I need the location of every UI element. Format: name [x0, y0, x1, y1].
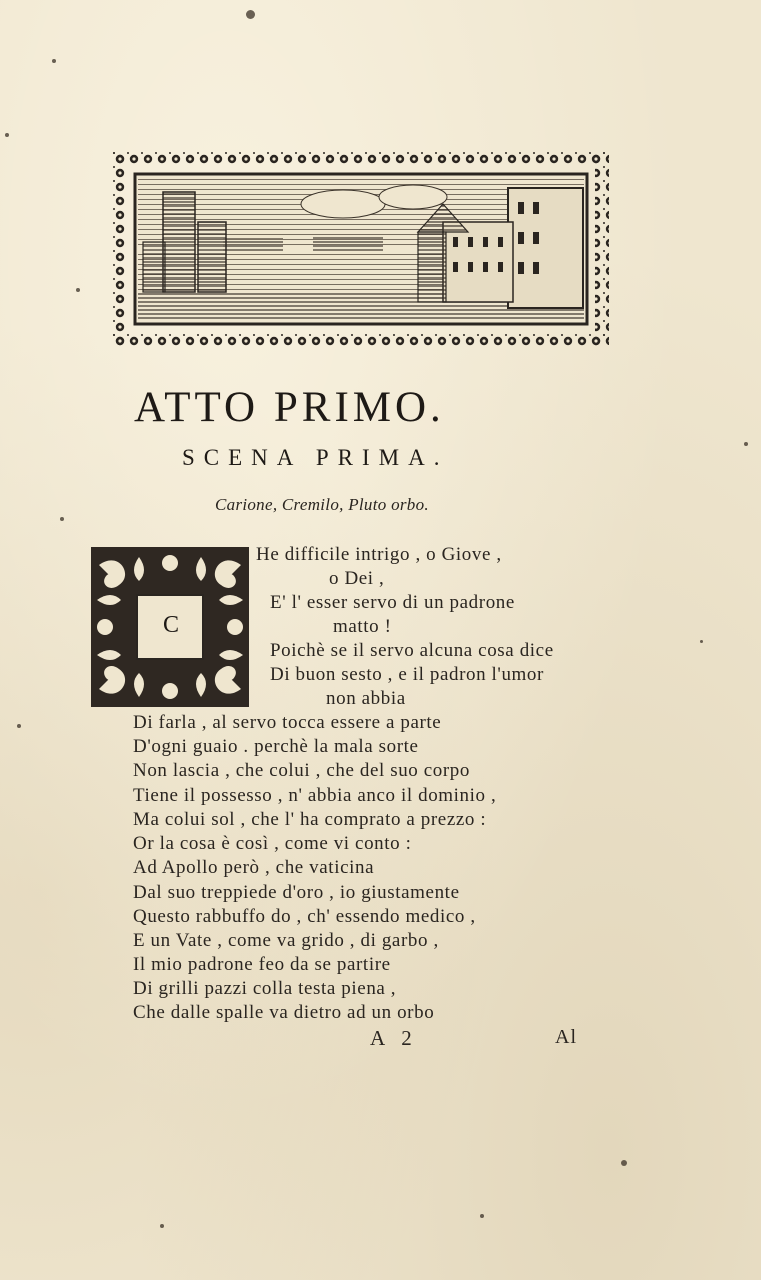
verse-line: Ad Apollo però , che vaticina: [133, 857, 375, 878]
paper-speck: [17, 724, 21, 728]
paper-speck: [744, 442, 748, 446]
signature-mark: A 2: [370, 1026, 418, 1050]
verse-line: E' l' esser servo di un padrone: [270, 592, 515, 613]
initial-letter: C: [162, 612, 179, 638]
verse-line: Tiene il possesso , n' abbia anco il dominio ,: [133, 785, 497, 806]
verse-line: Di buon sesto , e il padron l'umor: [270, 664, 544, 685]
verse-line: o Dei ,: [329, 568, 385, 589]
verse-line: He difficile intrigo , o Giove ,: [256, 544, 502, 565]
verse-line: Or la cosa è così , come vi conto :: [133, 833, 412, 854]
paper-speck: [700, 640, 703, 643]
paper-speck: [76, 288, 80, 292]
verse-line: Poichè se il servo alcuna cosa dice: [270, 640, 554, 661]
paper-speck: [480, 1214, 484, 1218]
verse-line: Di farla , al servo tocca essere a parte: [133, 712, 442, 733]
character-list: Carione, Cremilo, Pluto orbo.: [215, 495, 429, 514]
paper-speck: [52, 59, 56, 63]
verse-line: D'ogni guaio . perchè la mala sorte: [133, 736, 419, 757]
act-title: ATTO PRIMO.: [134, 384, 445, 431]
verse-line: Di grilli pazzi colla testa piena ,: [133, 978, 397, 999]
verse-line: Il mio padrone feo da se partire: [133, 954, 391, 975]
verse-line: E un Vate , come va grido , di garbo ,: [133, 930, 439, 951]
verse-line: Questo rabbuffo do , ch' essendo medico ,: [133, 906, 476, 927]
paper-speck: [160, 1224, 164, 1228]
verse-line: Non lascia , che colui , che del suo corpo: [133, 760, 471, 781]
verse-line: Che dalle spalle va dietro ad un orbo: [133, 1002, 435, 1023]
paper-speck: [5, 133, 9, 137]
catchword: Al: [555, 1026, 577, 1048]
paper-speck: [246, 10, 255, 19]
paper-speck: [621, 1160, 627, 1166]
scene-title: SCENA PRIMA.: [182, 445, 449, 470]
paper-speck: [60, 517, 64, 521]
verse-line: Ma colui sol , che l' ha comprato a prezzo :: [133, 809, 487, 830]
woodcut-vignette: [113, 152, 609, 346]
verse-line: Dal suo treppiede d'oro , io giustamente: [133, 882, 460, 903]
verse-line: non abbia: [326, 688, 406, 709]
verse-line: matto !: [333, 616, 392, 637]
